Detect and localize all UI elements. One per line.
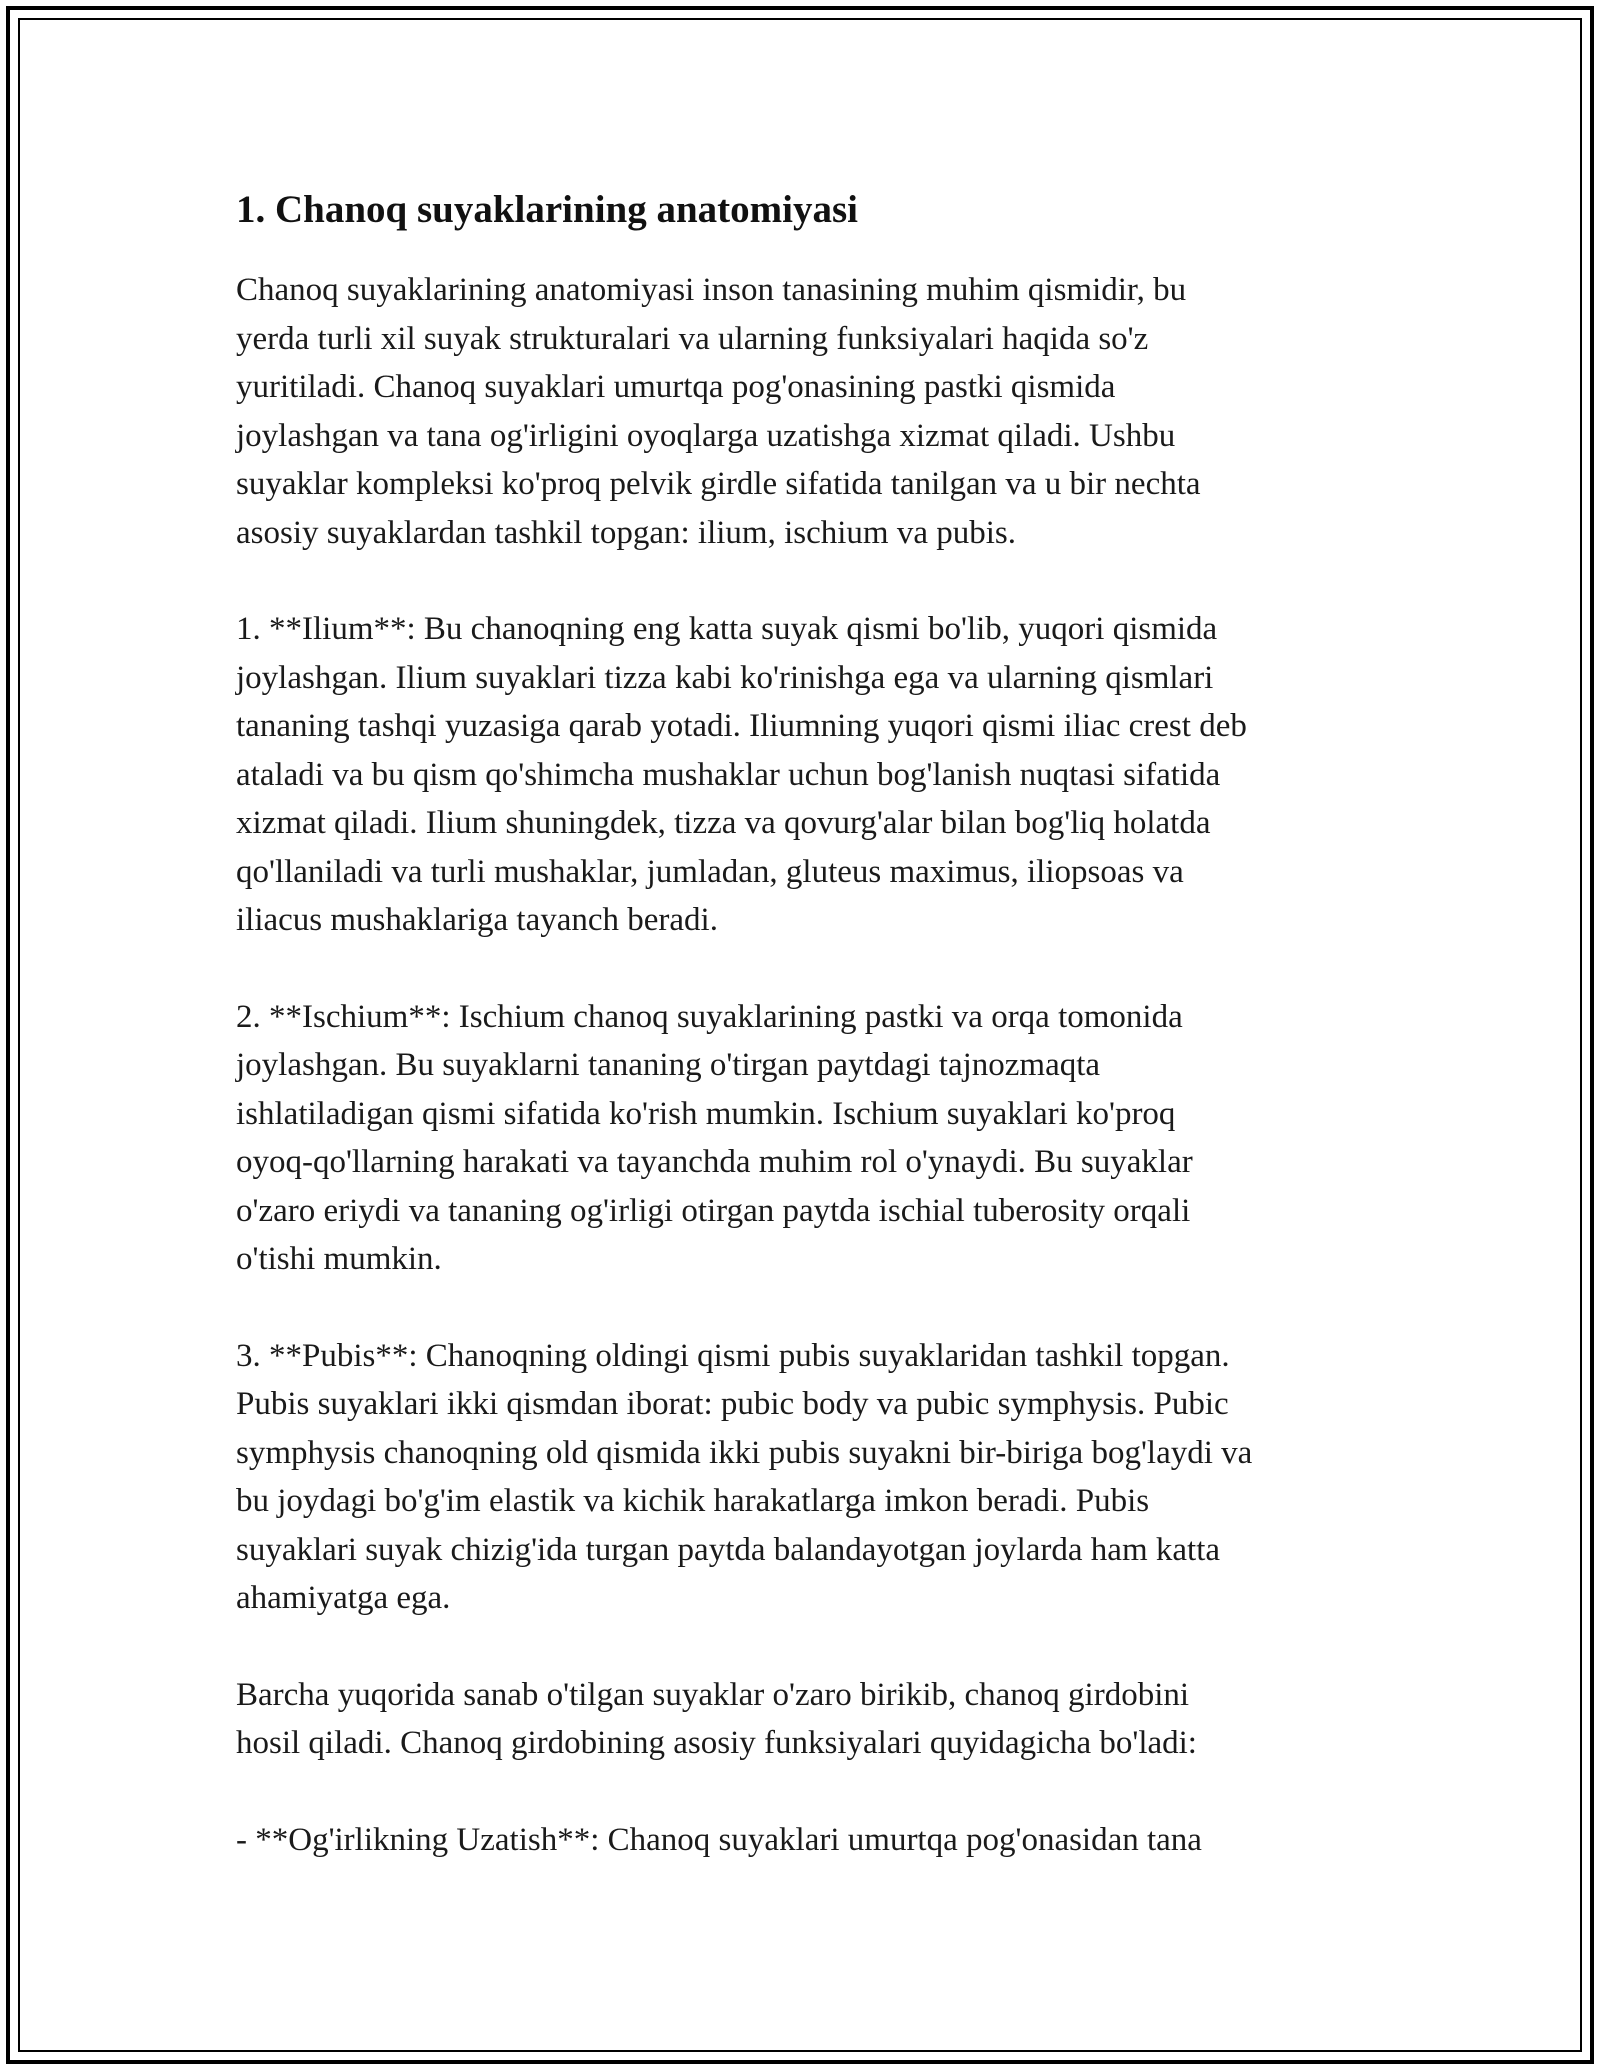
- text-line: o'zaro eriydi va tananing og'irligi otirgan paytda ischial tuberosity orqali: [236, 1192, 1191, 1229]
- text-line: Chanoq suyaklarining anatomiyasi inson tanasining muhim qismidir, bu: [236, 272, 1187, 308]
- text-line: Barcha yuqorida sanab o'tilgan suyaklar o'zaro birikib, chanoq girdobini: [236, 1676, 1190, 1713]
- text-line: 3. **Pubis**: Chanoqning oldingi qismi pubis suyaklaridan tashkil topgan.: [236, 1337, 1230, 1374]
- text-line: suyaklari suyak chizig'ida turgan paytda balandayotgan joylarda ham katta: [236, 1531, 1221, 1568]
- text-line: xizmat qiladi. Ilium shuningdek, tizza va qovurg'alar bilan bog'liq holatda: [236, 805, 1211, 841]
- text-line: bu joydagi bo'g'im elastik va kichik harakatlarga imkon beradi. Pubis: [236, 1483, 1150, 1519]
- paragraph-intro: [236, 266, 1386, 557]
- text-line: ahamiyatga ega.: [236, 1580, 451, 1616]
- text-line: 1. **Ilium**: Bu chanoqning eng katta suyak qismi bo'lib, yuqori qismida: [236, 611, 1218, 647]
- paragraph-summary: [236, 1671, 1386, 1768]
- paragraph-ischium: [236, 993, 1386, 1284]
- text-line: hosil qiladi. Chanoq girdobining asosiy funksiyalari quyidagicha bo'ladi:: [236, 1725, 1197, 1761]
- paragraph-ilium: [236, 605, 1386, 945]
- text-line: ataladi va bu qism qo'shimcha mushaklar uchun bog'lanish nuqtasi sifatida: [236, 756, 1221, 793]
- text-line: asosiy suyaklardan tashkil topgan: ilium, ischium va pubis.: [236, 514, 1016, 551]
- text-line: joylashgan. Ilium suyaklari tizza kabi ko'rinishga ega va ularning qismlari: [236, 659, 1214, 696]
- text-line: tananing tashqi yuzasiga qarab yotadi. Iliumning yuqori qismi iliac crest deb: [236, 708, 1247, 744]
- list-item-weight-transfer: [236, 1816, 1386, 1865]
- text-line: Pubis suyaklari ikki qismdan iborat: pubic body va pubic symphysis. Pubic: [236, 1386, 1229, 1422]
- page-title: 1. Chanoq suyaklarining anatomiyasi: [236, 188, 859, 231]
- text-line: qo'llaniladi va turli mushaklar, jumladan, gluteus maximus, iliopsoas va: [236, 853, 1184, 890]
- text-line: - **Og'irlikning Uzatish**: Chanoq suyaklari umurtqa pog'onasidan tana: [236, 1821, 1202, 1858]
- text-line: joylashgan. Bu suyaklarni tananing o'tirgan paytdagi tajnozmaqta: [236, 1047, 1101, 1083]
- text-line: 2. **Ischium**: Ischium chanoq suyaklarining pastki va orqa tomonida: [236, 998, 1183, 1035]
- text-line: symphysis chanoqning old qismida ikki pubis suyakni bir-biriga bog'laydi va: [236, 1434, 1253, 1471]
- paragraph-pubis: [236, 1332, 1386, 1623]
- text-line: o'tishi mumkin.: [236, 1241, 442, 1277]
- text-line: suyaklar kompleksi ko'proq pelvik girdle sifatida tanilgan va u bir nechta: [236, 466, 1201, 502]
- text-line: oyoq-qo'llarning harakati va tayanchda muhim rol o'ynaydi. Bu suyaklar: [236, 1144, 1193, 1180]
- text-line: ishlatiladigan qismi sifatida ko'rish mumkin. Ischium suyaklari ko'proq: [236, 1095, 1176, 1132]
- text-line: yerda turli xil suyak strukturalari va ularning funksiyalari haqida so'z: [236, 320, 1149, 357]
- text-line: yuritiladi. Chanoq suyaklari umurtqa pog'onasining pastki qismida: [236, 369, 1116, 405]
- text-line: joylashgan va tana og'irligini oyoqlarga uzatishga xizmat qiladi. Ushbu: [236, 417, 1176, 454]
- document-body: [236, 186, 1386, 1912]
- text-line: iliacus mushaklariga tayanch beradi.: [236, 902, 718, 938]
